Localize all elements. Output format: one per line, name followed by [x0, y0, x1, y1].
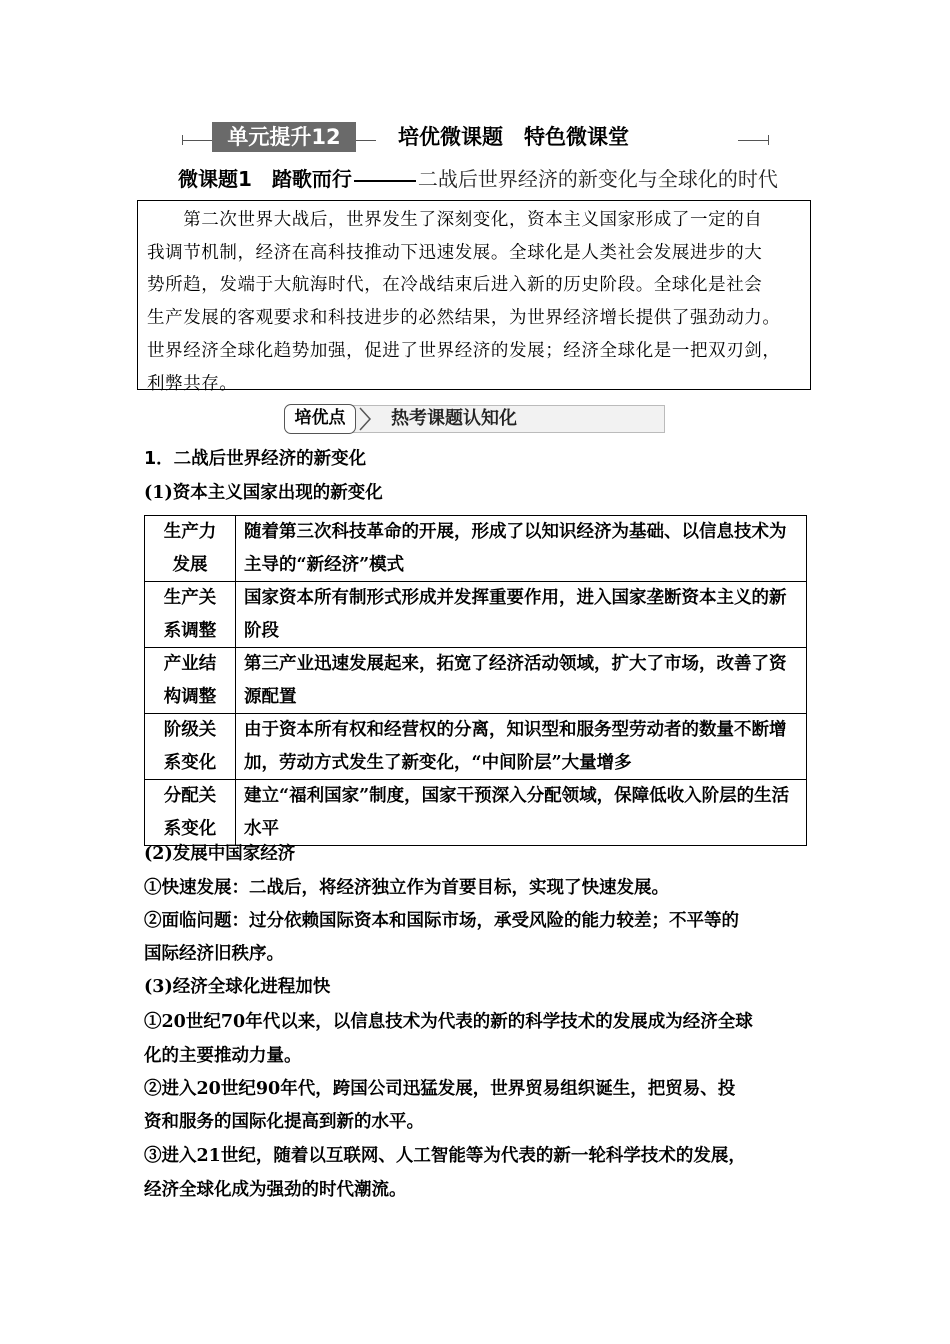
table-row	[145, 780, 807, 846]
paragraph-line: 经济全球化成为强劲的时代潮流。	[144, 1180, 407, 1200]
table-row-value: 由于资本所有权和经营权的分离，知识型和服务型劳动者的数量不断增加，劳动方式发生了新变化，“中间阶层”大量增多	[236, 714, 807, 780]
chevron-right-icon	[358, 406, 372, 432]
header-rule-left-tick	[182, 135, 183, 145]
section-heading: 1．二战后世界经济的新变化	[144, 449, 367, 469]
intro-text: 第二次世界大战后，世界发生了深刻变化，资本主义国家形成了一定的自 我调节机制，经济在高科技推动下迅速发展。全球化是人类社会发展进步的大 势所趋，发端于大航海时代，在冷战结束后进入新的历史阶段。全球化是社会 生产发展的客观要求和科技进步的必然结果，为世界经济增长提供了强劲动力。 世界经济全球化趋势加强，促进了世界经济的发展；经济全球化是一把双刃剑， 利弊共存。	[147, 210, 781, 394]
lesson-subtitle	[178, 164, 778, 194]
table-row	[145, 648, 807, 714]
tag-label: 培优点	[284, 404, 356, 434]
table-row-key: 分配关 系变化	[145, 780, 236, 846]
table-row	[145, 516, 807, 582]
paragraph-line: ②面临问题：过分依赖国际资本和国际市场，承受风险的能力较差；不平等的	[144, 911, 739, 931]
header-rule-right	[738, 140, 768, 141]
table-row-value: 国家资本所有制形式形成并发挥重要作用，进入国家垄断资本主义的新阶段	[236, 582, 807, 648]
header-rule-mid	[356, 140, 376, 141]
table-row	[145, 714, 807, 780]
table-row-value: 随着第三次科技革命的开展，形成了以知识经济为基础、以信息技术为主导的“新经济”模式	[236, 516, 807, 582]
table-row-key: 产业结 构调整	[145, 648, 236, 714]
header-rule-right-tick	[768, 135, 769, 145]
table-row-key: 生产关 系调整	[145, 582, 236, 648]
table-row-value: 第三产业迅速发展起来，拓宽了经济活动领域，扩大了市场，改善了资源配置	[236, 648, 807, 714]
lesson-subtitle-main: 微课题1 踏歌而行	[178, 167, 352, 191]
table-row-value: 建立“福利国家”制度，国家干预深入分配领域，保障低收入阶层的生活水平	[236, 780, 807, 846]
paragraph-line: 化的主要推动力量。	[144, 1046, 302, 1066]
paragraph-line: 资和服务的国际化提高到新的水平。	[144, 1112, 424, 1132]
subsection-heading-1: (1)资本主义国家出现的新变化	[144, 483, 383, 503]
changes-table	[144, 515, 807, 846]
paragraph-line: ②进入20世纪90年代，跨国公司迅猛发展，世界贸易组织诞生，把贸易、投	[144, 1079, 736, 1099]
header-rule-left	[182, 140, 212, 141]
subtitle-dash	[354, 180, 416, 182]
unit-badge: 单元提升12	[212, 122, 356, 152]
tag-banner	[284, 404, 666, 434]
subsection-heading-2: (2)发展中国家经济	[144, 844, 296, 864]
paragraph-line: ①20世纪70年代以来，以信息技术为代表的新的科学技术的发展成为经济全球	[144, 1012, 753, 1032]
subsection-heading-3: (3)经济全球化进程加快	[144, 977, 331, 997]
table-row-key: 生产力 发展	[145, 516, 236, 582]
header-title: 培优微课题 特色微课堂	[398, 125, 629, 149]
tag-text: 热考课题认知化	[391, 408, 517, 429]
paragraph-line: ①快速发展：二战后，将经济独立作为首要目标，实现了快速发展。	[144, 878, 669, 898]
table-row-key: 阶级关 系变化	[145, 714, 236, 780]
paragraph-line: ③进入21世纪，随着以互联网、人工智能等为代表的新一轮科学技术的发展，	[144, 1146, 746, 1166]
table-row	[145, 582, 807, 648]
paragraph-line: 国际经济旧秩序。	[144, 944, 284, 964]
lesson-subtitle-topic: 二战后世界经济的新变化与全球化的时代	[417, 167, 778, 191]
